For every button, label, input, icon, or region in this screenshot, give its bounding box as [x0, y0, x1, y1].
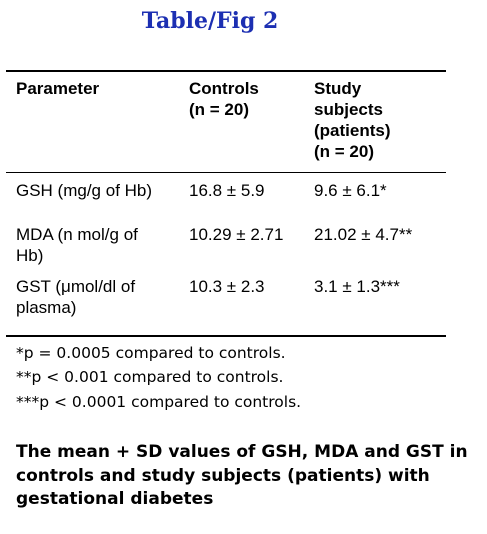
table-header-rule: [6, 172, 446, 173]
row-mda-parameter: MDA (n mol/g of Hb): [16, 225, 138, 265]
table-top-rule: [6, 70, 446, 72]
row-gsh-study: 9.6 ± 6.1*: [314, 181, 387, 200]
header-parameter: Parameter: [16, 79, 100, 98]
figure-title: Table/Fig 2: [141, 8, 279, 34]
footnote-1: *p = 0.0005 compared to controls.: [16, 344, 286, 362]
row-gst-controls: 10.3 ± 2.3: [189, 277, 265, 296]
row-mda-study: 21.02 ± 4.7**: [314, 225, 413, 244]
header-controls: Controls (n = 20): [189, 79, 259, 119]
figure-caption: The mean + SD values of GSH, MDA and GST in controls and study subjects (patients) with gestational diabetes: [16, 442, 468, 509]
footnote-3: ***p < 0.0001 compared to controls.: [16, 393, 302, 411]
row-gsh-controls: 16.8 ± 5.9: [189, 181, 265, 200]
row-mda-controls: 10.29 ± 2.71: [189, 225, 284, 244]
row-gst-study: 3.1 ± 1.3***: [314, 277, 400, 296]
header-study-subjects: Study subjects (patients) (n = 20): [314, 79, 391, 161]
row-gst-parameter: GST (μmol/dl of plasma): [16, 277, 136, 317]
row-gsh-parameter: GSH (mg/g of Hb): [16, 181, 153, 200]
footnote-2: **p < 0.001 compared to controls.: [16, 368, 284, 386]
table-bottom-rule: [6, 335, 446, 337]
